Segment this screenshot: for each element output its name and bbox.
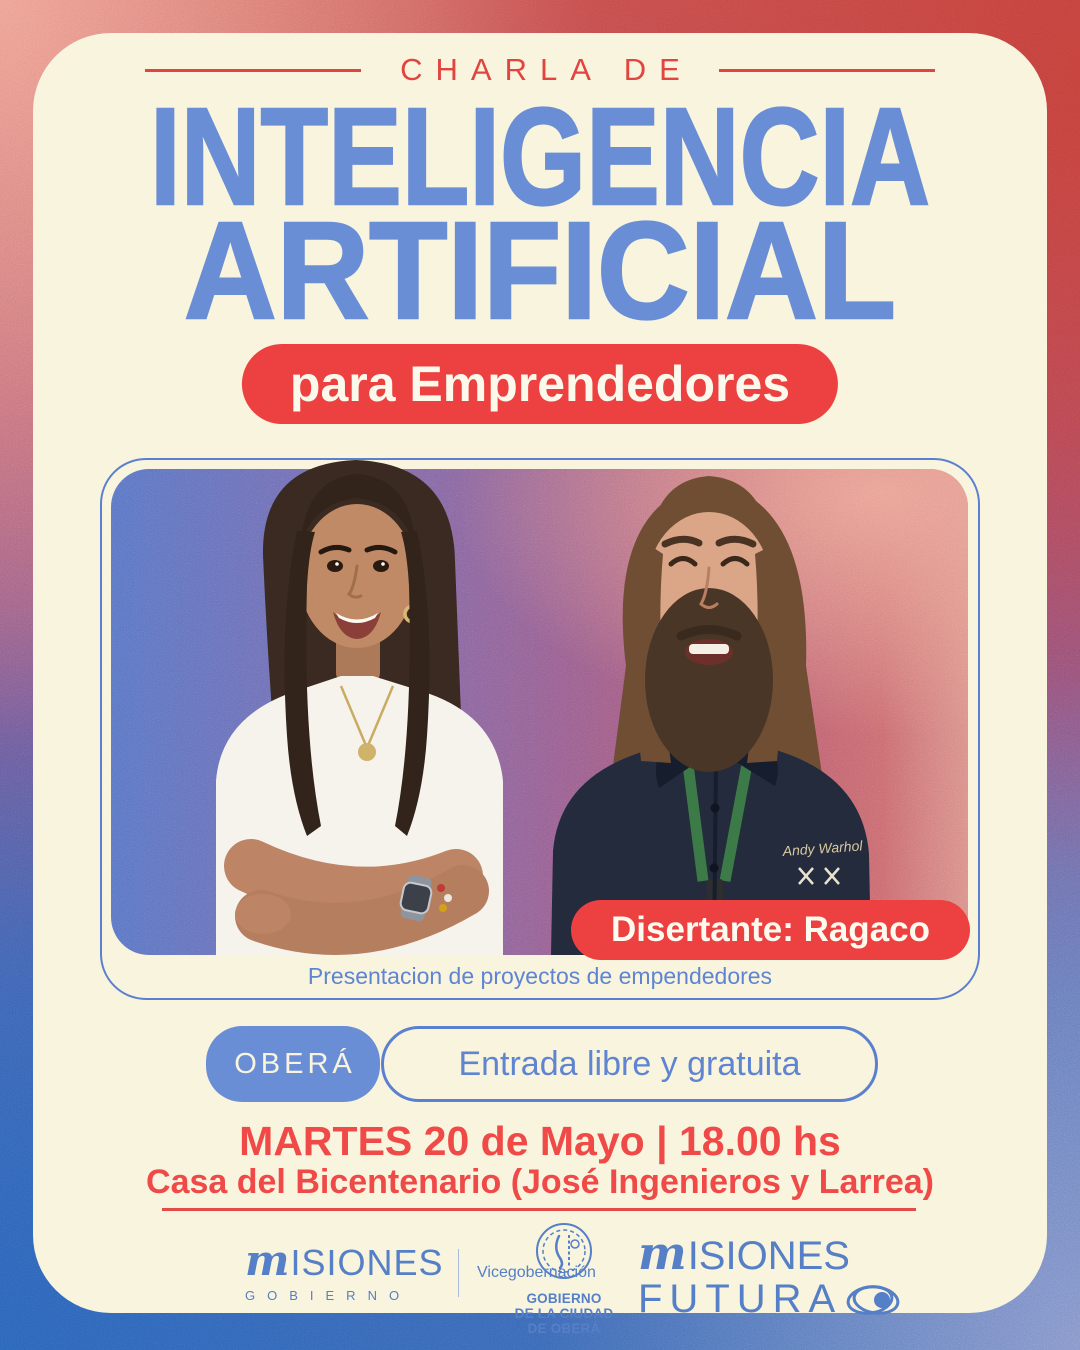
vicegobernacion-label: Vicegobernación	[477, 1263, 596, 1281]
kicker-text: CHARLA DE	[400, 52, 693, 87]
futura-eye-icon	[844, 1282, 902, 1318]
obera-city-seal	[506, 1220, 622, 1336]
speakers-photo-frame	[100, 458, 980, 1000]
main-title	[0, 88, 1080, 338]
jacket-embroidery-text: Andy Warhol	[782, 837, 863, 859]
seal-line-2: DE LA CIUDAD	[514, 1306, 614, 1321]
man-illustration	[551, 476, 871, 955]
city-seal-icon	[533, 1220, 595, 1282]
logo-divider	[458, 1249, 460, 1297]
footer-divider-rule	[162, 1208, 916, 1211]
speaker-pill: Disertante: Ragaco	[571, 900, 970, 960]
event-venue: Casa del Bicentenario (José Ingenieros y Larrea)	[146, 1163, 934, 1201]
admission-pill: Entrada libre y gratuita	[381, 1026, 878, 1102]
title-line-1: INTELIGENCIA	[150, 88, 930, 234]
city-pill: OBERÁ	[206, 1026, 380, 1102]
footer-logos	[0, 1226, 1080, 1336]
man-smile	[689, 644, 729, 654]
seal-line-3: DE OBERÁ	[527, 1321, 601, 1336]
man-beard	[645, 588, 773, 772]
seal-line-1: GOBIERNO	[526, 1291, 602, 1306]
misiones-wordmark	[245, 1236, 444, 1303]
misiones-futura-logo	[638, 1226, 902, 1322]
woman-illustration	[216, 460, 503, 955]
misiones-script-m: m	[245, 1236, 290, 1285]
kicker-row	[0, 52, 1080, 88]
futura-script-m: m	[638, 1226, 687, 1280]
speakers-photo-illustration	[111, 436, 973, 955]
kicker-left-rule	[145, 69, 361, 72]
futura-label: FUTURA	[638, 1277, 843, 1321]
misiones-name: ISIONES	[290, 1242, 444, 1283]
gobierno-label: GOBIERNO	[245, 1288, 412, 1303]
photo-caption: Presentacion de proyectos de empendedores	[307, 963, 773, 989]
subtitle-pill: para Emprendedores	[242, 344, 838, 424]
title-line-2: ARTIFICIAL	[184, 194, 896, 338]
event-datetime: MARTES 20 de Mayo | 18.00 hs	[239, 1118, 841, 1164]
kicker-right-rule	[719, 69, 935, 72]
futura-misiones-name: ISIONES	[687, 1234, 850, 1278]
